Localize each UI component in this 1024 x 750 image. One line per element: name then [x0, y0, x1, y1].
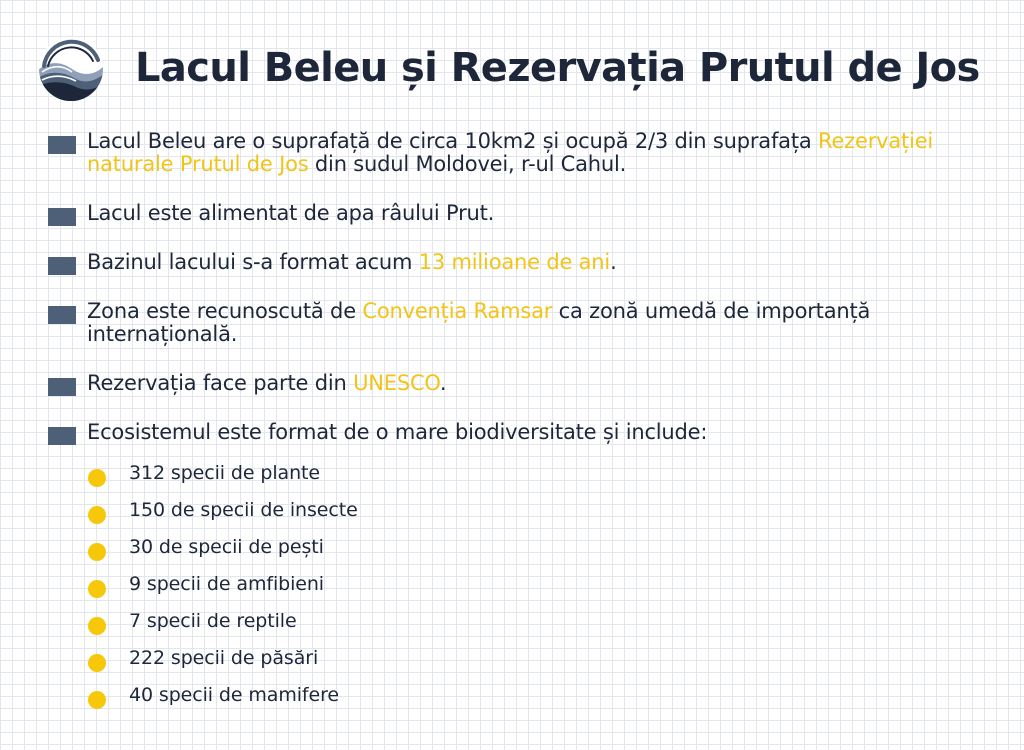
biodiversity-item — [86, 536, 358, 573]
biodiversity-item — [86, 610, 358, 647]
facts-list — [48, 130, 978, 444]
square-bullet-icon — [48, 427, 76, 445]
fact-item — [48, 202, 978, 225]
dot-bullet-icon — [88, 691, 106, 709]
biodiversity-text: 7 specii de reptile — [129, 610, 297, 632]
fact-highlight: Rezervației naturale Prutul de Jos — [87, 129, 934, 176]
fact-text: Zona este recunoscută de — [87, 299, 363, 323]
fact-item — [48, 300, 978, 346]
fact-text: Ecosistemul este format de o mare biodiversitate și include: — [87, 420, 708, 444]
fact-text: din sudul Moldovei, r-ul Cahul. — [308, 152, 627, 176]
fact-item — [48, 251, 978, 274]
biodiversity-item — [86, 573, 358, 610]
dot-bullet-icon — [88, 506, 106, 524]
fact-text: Bazinul lacului s-a format acum — [87, 250, 419, 274]
biodiversity-list — [86, 462, 358, 721]
biodiversity-text: 222 specii de păsări — [129, 647, 319, 669]
dot-bullet-icon — [88, 580, 106, 598]
fact-item — [48, 421, 978, 444]
fact-text: Lacul este alimentat de apa râului Prut. — [87, 201, 495, 225]
dot-bullet-icon — [88, 469, 106, 487]
fact-text: . — [610, 250, 617, 274]
fact-highlight: Convenția Ramsar — [362, 299, 553, 323]
fact-text: ca zonă umedă de importanță internațională. — [87, 299, 871, 346]
fact-highlight: 13 milioane de ani — [418, 250, 611, 274]
dot-bullet-icon — [88, 617, 106, 635]
square-bullet-icon — [48, 136, 76, 154]
biodiversity-text: 150 de specii de insecte — [129, 499, 358, 521]
fact-item — [48, 130, 978, 176]
biodiversity-item — [86, 499, 358, 536]
fact-highlight: UNESCO — [353, 371, 440, 395]
fact-item — [48, 372, 978, 395]
square-bullet-icon — [48, 257, 76, 275]
biodiversity-item — [86, 684, 358, 721]
biodiversity-item — [86, 462, 358, 499]
biodiversity-text: 40 specii de mamifere — [129, 684, 339, 706]
square-bullet-icon — [48, 306, 76, 324]
fact-text: . — [439, 371, 447, 395]
dot-bullet-icon — [88, 543, 106, 561]
square-bullet-icon — [48, 378, 76, 396]
biodiversity-text: 9 specii de amfibieni — [129, 573, 324, 595]
biodiversity-text: 312 specii de plante — [129, 462, 320, 484]
lake-waves-logo-icon — [38, 36, 104, 102]
biodiversity-item — [86, 647, 358, 684]
biodiversity-text: 30 de specii de pești — [129, 536, 324, 558]
square-bullet-icon — [48, 208, 76, 226]
page-title: Lacul Beleu și Rezervația Prutul de Jos — [135, 45, 980, 91]
dot-bullet-icon — [88, 654, 106, 672]
fact-text: Lacul Beleu are o suprafață de circa 10km2 și ocupă 2/3 din suprafața — [87, 129, 818, 153]
fact-text: Rezervația face parte din — [87, 371, 354, 395]
